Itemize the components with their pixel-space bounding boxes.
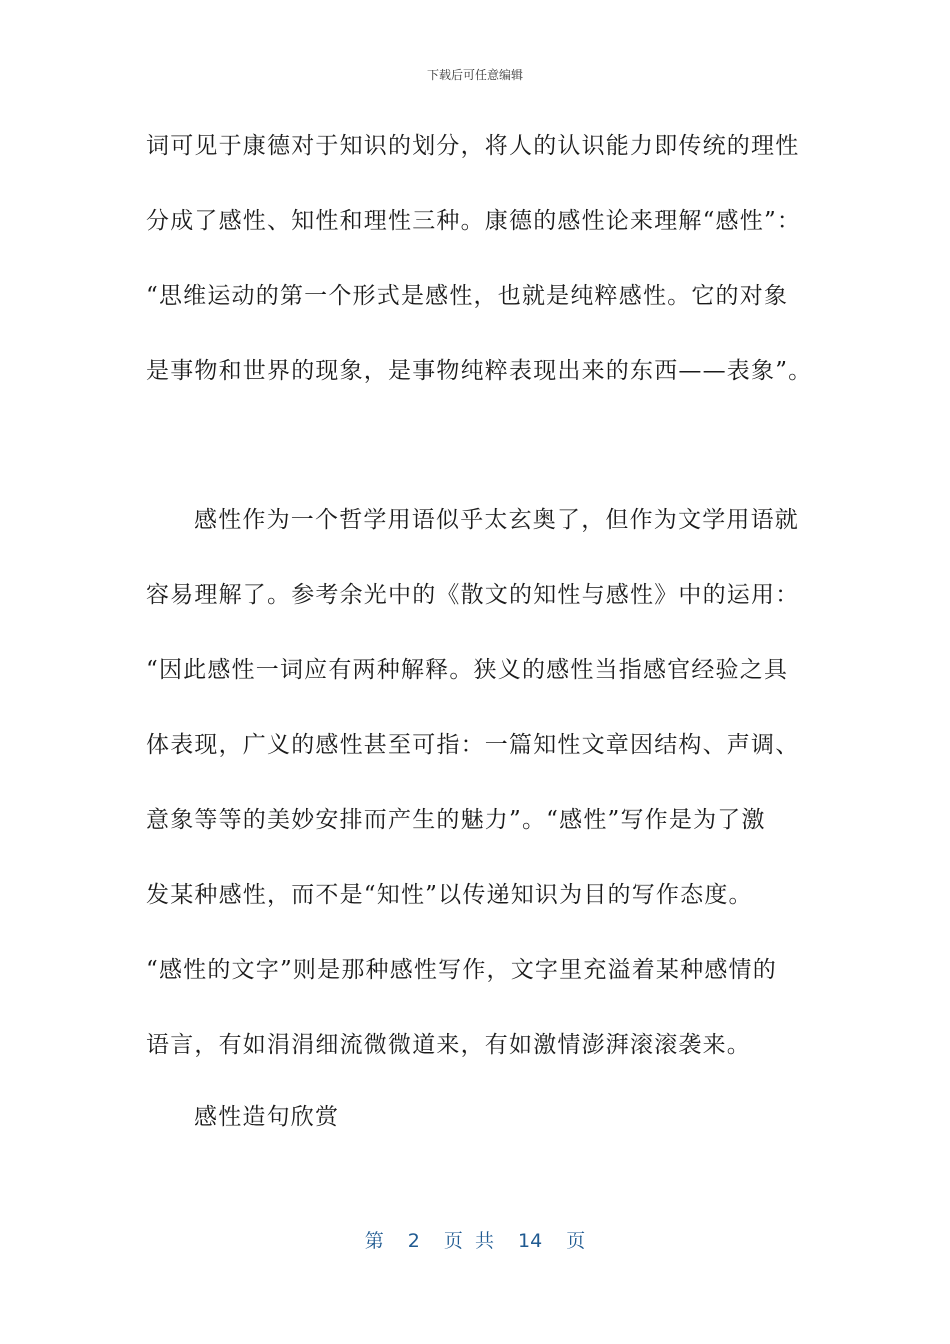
footer-middle: 页 共 xyxy=(443,1230,494,1252)
text-line: 词可见于康德对于知识的划分，将人的认识能力即传统的理性 xyxy=(146,133,800,159)
current-page-number: 2 xyxy=(407,1230,420,1252)
text-line: “思维运动的第一个形式是感性，也就是纯粹感性。它的对象 xyxy=(146,283,789,309)
text-line: 感性作为一个哲学用语似乎太玄奥了，但作为文学用语就 xyxy=(194,507,799,533)
text-line: 发某种感性，而不是“知性”以传递知识为目的写作态度。 xyxy=(146,882,753,908)
footer-prefix: 第 xyxy=(364,1230,384,1252)
text-line: “感性的文字”则是那种感性写作，文字里充溢着某种感情的 xyxy=(146,957,777,983)
text-line: 是事物和世界的现象，是事物纯粹表现出来的东西——表象”。 xyxy=(146,358,813,384)
text-line: 意象等等的美妙安排而产生的魅力”。“感性”写作是为了激 xyxy=(146,807,766,833)
footer-suffix: 页 xyxy=(566,1230,586,1252)
page-header: 下载后可任意编辑 xyxy=(426,68,523,82)
section-heading: 感性造句欣赏 xyxy=(194,1104,340,1130)
text-line: 分成了感性、知性和理性三种。康德的感性论来理解“感性”： xyxy=(146,208,802,234)
page-footer xyxy=(0,1226,950,1253)
text-line: 语言，有如涓涓细流微微道来，有如激情澎湃滚滚袭来。 xyxy=(146,1032,751,1058)
text-line: “因此感性一词应有两种解释。狭义的感性当指感官经验之具 xyxy=(146,657,789,683)
text-line: 容易理解了。参考余光中的《散文的知性与感性》中的运用： xyxy=(146,582,800,608)
text-line: 体表现，广义的感性甚至可指：一篇知性文章因结构、声调、 xyxy=(146,732,800,758)
total-pages-number: 14 xyxy=(518,1230,543,1252)
